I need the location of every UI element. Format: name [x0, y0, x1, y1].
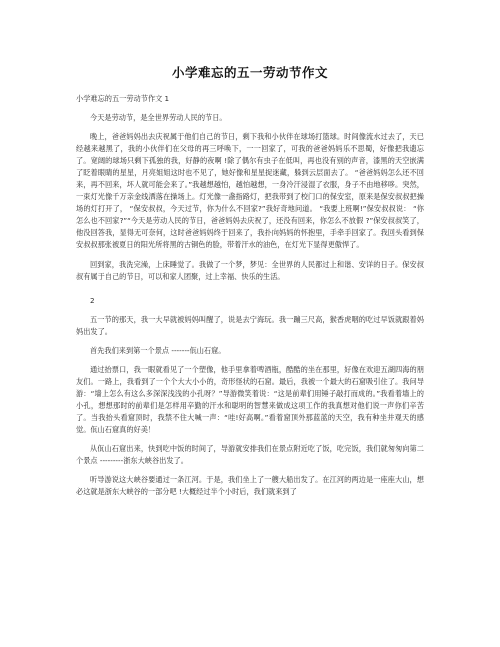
spacer: [76, 105, 424, 112]
spacer: [76, 124, 424, 131]
spacer: [76, 467, 424, 474]
page-title: 小学难忘的五一劳动节作文: [171, 65, 328, 80]
paragraph-1: 今天是劳动节，是全世界劳动人民的节日。: [90, 113, 227, 122]
spacer: [76, 338, 424, 345]
paragraph-7: 从佤山石窟出来，快到吃中饭的时间了，导游就安排我们在景点附近吃了饭，吃完饭，我们就匆匆向第二个景点 ---------浙东大峡谷出发了。: [76, 444, 424, 466]
spacer: [76, 252, 424, 259]
essay-subtitle: 小学难忘的五一劳动节作文 1: [76, 94, 170, 103]
spacer: [76, 307, 424, 314]
paragraph-8: 听导游说这大峡谷要通过一条江河。于是，我们坐上了一艘大船出发了。在江河的两边是一座座大山，想必这就是浙东大峡谷的一部分吧 !大概经过半个小时后，我们就来到了: [76, 475, 424, 497]
spacer: [76, 436, 424, 443]
spacer: [76, 283, 424, 295]
spacer: [76, 357, 424, 364]
paragraph-4: 五一节的那天，我一大早就被妈妈叫醒了，说是去宁海玩。我一蹦三尺高，猴香虎咽的吃过早饭就跟着妈妈出发了。: [76, 314, 424, 336]
paragraph-3: 回到家，我洗完澡，上床睡觉了。我做了一个梦，梦见：全世界的人民都过上和谐、安详的日子。保安叔叔有属于自己的节日，可以和家人团聚，过上幸福、快乐的生活。: [76, 259, 424, 281]
paragraph-5: 首先我们来到第一个景点 -------佤山石窟。: [90, 345, 226, 355]
paragraph-6: 通过抬票口，我一眼就看见了一个塑像，他手里拿着啤酒瓶，酷酷的坐在那里，好像在欢迎五湖四海的朋友们。一路上，我看到了一个个大大小小的，奇形怪状的石窟。最后，我被一个最大的石窟吸引住了。我问导游：“墙上怎么有这么多深深浅浅的小孔呀？”导游微笑着说：“这是前辈们用锤子敲打而成的。”我看着墙上的小孔，想想那时的前辈们是怎样用辛勤的汗水和聪明的智慧来做成这项工作的我真想对他们说一声你们辛苦了。当我抬头看窟顶时，我禁不住大喊一声：“哇!好高啊。”看着窟顶外那蓝蓝的天空，我有种坐井观天的感觉。佤山石窟真的好美！: [76, 364, 424, 434]
section-number: 2: [90, 295, 95, 305]
paragraph-2: 晚上，爸爸妈妈出去庆祝属于他们自己的节日，剩下我和小伙伴在球场打篮球。时间像流水过去了，天已经越来越黑了，我的小伙伴们在父母的再三呼唤下，一一回家了，可我的爸爸妈妈乐不思蜀，好像把我遗忘了。宽阔的球场只剩下孤独的我，好静的夜啊 !除了偶尔有虫子在低叫，再也没有别的声音，漆黑的天空嵌满了眨着眼睛的星星，月亮姐姐这时也不见了，她好像和星星捉迷藏，躲到云层面去了。 “爸爸妈妈怎么还不回来，再不回来，坏人就可能会来了。”我越想越怕，越怕越想，一身冷汗浸湿了衣服，身子不由地移哆。突然，一束灯光像千万亲金线洒落在操场上。灯光像一盏指路灯，把我带到了校门口的保安室，原来是保安叔叔把操场的灯打开了， “保安叔叔，今天过节，你为什么不回家?”我好奇地问道。 “我要上班啊!”保安叔叔说： “你怎么也不回家?”“今天是劳动人民的节日，爸爸妈妈去庆祝了，还没有回来，你怎么不放假 ?”保安叔叔笑了，他没回答我，显得无可奈何，这时爸爸妈妈终于回来了，我扑向妈妈的怀抱里，手牵手回家了。我回头看到保安叔叔那张被夏日的阳光所将黑的古铜色的脸，带着汗水的油色，在灯光下显得更傲悍了。: [76, 132, 424, 250]
